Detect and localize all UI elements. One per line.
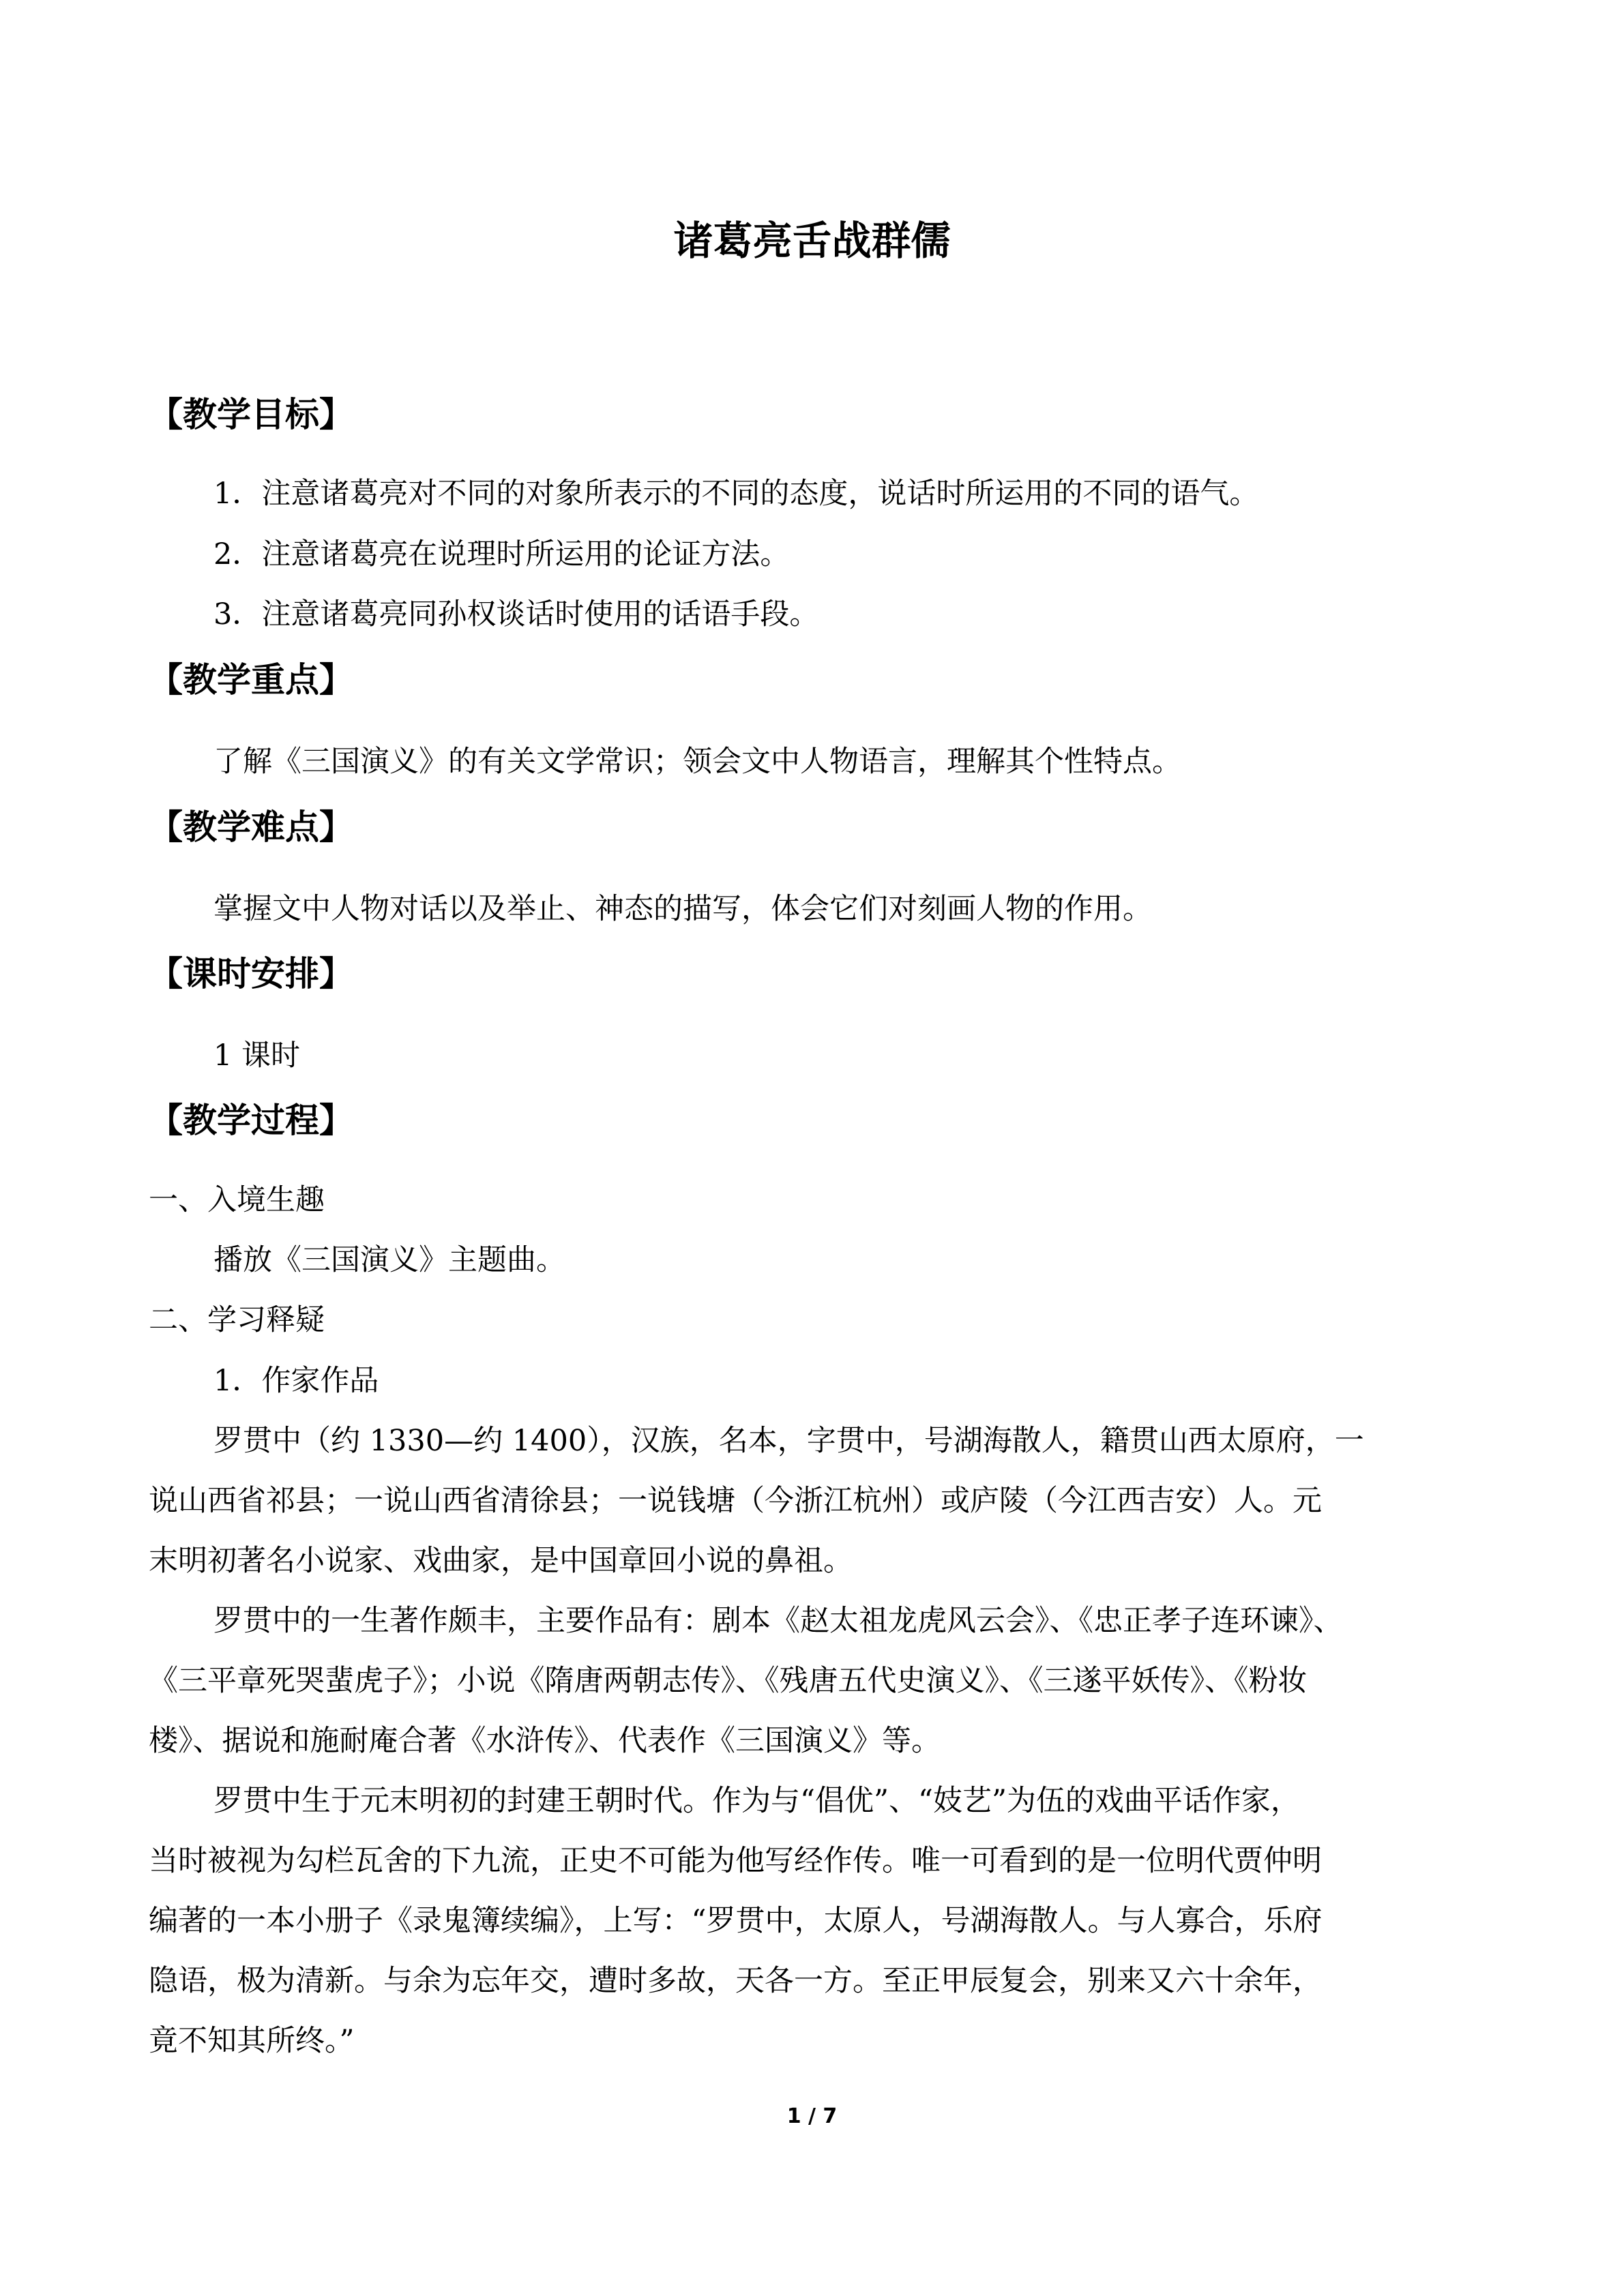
process-sub1-title: 1．作家作品 — [213, 1364, 379, 1398]
para1-line-1: 罗贯中（约 1330—约 1400），汉族，名本，字贯中，号湖海散人，籍贯山西太原府，一 — [213, 1424, 1364, 1458]
heading-schedule: 【课时安排】 — [149, 954, 353, 994]
objective-item-2: 2．注意诸葛亮在说理时所运用的论证方法。 — [213, 537, 790, 571]
page-number: 1 / 7 — [786, 2104, 838, 2128]
heading-process: 【教学过程】 — [149, 1101, 353, 1140]
para3-line-2: 当时被视为勾栏瓦舍的下九流，正史不可能为他写经作传。唯一可看到的是一位明代贾仲明 — [149, 1844, 1322, 1878]
para3-line-5: 竟不知其所终。” — [149, 2024, 355, 2058]
heading-objectives: 【教学目标】 — [149, 395, 353, 434]
para3-line-4: 隐语，极为清新。与余为忘年交，遭时多故，天各一方。至正甲辰复会，别来又六十余年， — [149, 1964, 1322, 1998]
process-part1-title: 一、入境生趣 — [149, 1183, 325, 1217]
para2-line-1: 罗贯中的一生著作颇丰，主要作品有：剧本《赵太祖龙虎风云会》、《忠正孝子连环谏》、 — [213, 1604, 1343, 1638]
key-points-text: 了解《三国演义》的有关文学常识；领会文中人物语言，理解其个性特点。 — [213, 745, 1181, 779]
para3-line-3: 编著的一本小册子《录鬼簿续编》，上写：“罗贯中，太原人，号湖海散人。与人寡合，乐府 — [149, 1904, 1323, 1938]
para1-line-3: 末明初著名小说家、戏曲家，是中国章回小说的鼻祖。 — [149, 1544, 853, 1578]
process-part1-text: 播放《三国演义》主题曲。 — [213, 1243, 565, 1277]
heading-key-points: 【教学重点】 — [149, 660, 353, 700]
page-title: 诸葛亮舌战群儒 — [673, 218, 951, 264]
objective-item-1: 1．注意诸葛亮对不同的对象所表示的不同的态度，说话时所运用的不同的语气。 — [213, 477, 1259, 511]
para2-line-3: 楼》、据说和施耐庵合著《水浒传》、代表作《三国演义》等。 — [149, 1724, 941, 1758]
para2-line-2: 《三平章死哭蜚虎子》；小说《隋唐两朝志传》、《残唐五代史演义》、《三遂平妖传》、《粉妆 — [149, 1664, 1308, 1698]
objective-item-3: 3．注意诸葛亮同孙权谈话时使用的话语手段。 — [213, 597, 819, 631]
heading-difficulties: 【教学难点】 — [149, 807, 353, 847]
process-part2-title: 二、学习释疑 — [149, 1303, 325, 1337]
schedule-text: 1 课时 — [213, 1039, 301, 1073]
para3-line-1: 罗贯中生于元末明初的封建王朝时代。作为与“倡优”、“妓艺”为伍的戏曲平话作家， — [213, 1784, 1300, 1818]
para1-line-2: 说山西省祁县；一说山西省清徐县；一说钱塘（今浙江杭州）或庐陵（今江西吉安）人。元 — [149, 1484, 1322, 1518]
difficulties-text: 掌握文中人物对话以及举止、神态的描写，体会它们对刻画人物的作用。 — [213, 892, 1152, 926]
